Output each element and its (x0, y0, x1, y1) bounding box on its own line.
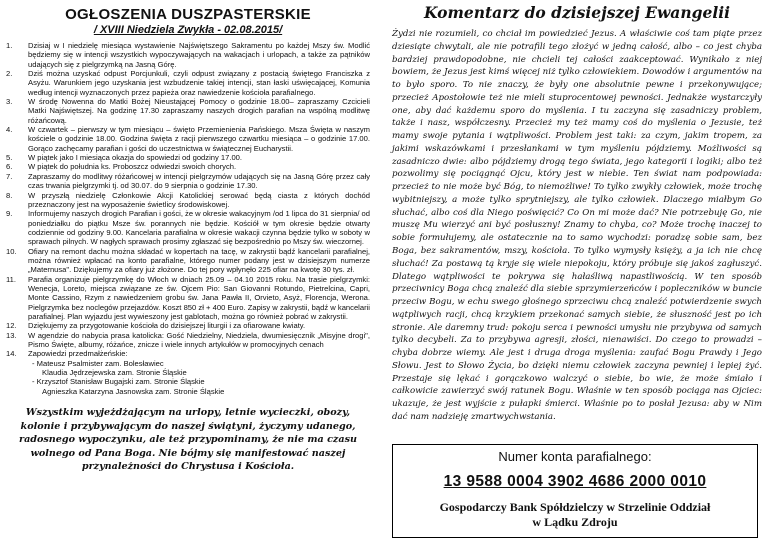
announcements-subtitle: / XVIII Niedziela Zwykła - 02.08.2015/ (93, 24, 283, 36)
list-item (6, 41, 370, 69)
bank-name-line: Gospodarczy Bank Spółdzielczy w Strzelinie Oddział (439, 500, 711, 514)
list-item (6, 162, 370, 171)
list-item (6, 172, 370, 191)
commentary-body: Żydzi nie rozumieli, co chciał im powiedzieć Jezus. A właściwie coś tam piąte przez dziesiąte chwytali, ale nie potrafili tego złożyć w jedną całość, albo – co jest chyba bardziej prawdopodobne, nie chcieli tej całości zaakceptować. Wynikało z niej bowiem, że Jezus jest kimś więcej niż tylko człowiekiem. Dowodów i argumentów na to było sporo. To nie znaczy, że były one absolutnie pewne i przekonywujące; przecież Apostołowie też nie mieli stuprocentowej pewności. Jednakże wystarczyły one, aby dać każdemu sporo do myślenia. I tu zaczyna się zasadniczy problem, także i nasz, współczesny. Przecież my też mamy coś do myślenia o Jezusie, też mamy swoje pytania i wątpliwości. Problem jest taki: za czym, jakim tropem, za jakimi wskazówkami i przesłankami w tym myśleniu pójdziemy. Możliwości są zasadniczo dwie: albo pójdziemy drogą tego świata, jego kategorii i logiki; albo też pozwolimy się pociągnąć Ojcu, który jest w niebie. Ten świat nam podpowiada: przecież to nie może być Bóg, to niemożliwe! To tylko zwykły człowiek, może trochę wybitniejszy, a może tylko sprytniejszy, ale tylko człowiek. Dlaczego miałbym Go słuchać, albo coś dla Niego poświęcić? Co On mi może dać? Nie potrzebuję Go, nie muszę Mu wierzyć ani być posłuszny! Znamy to chyba, co? Może trochę inaczej to sobie formułujemy, ale ostatecznie na to samo wychodzi: poradzę sobie sam, bez Boga, bez sakramentów, mszy, kościoła. To tylko wymysły księży, a ja ich nie chcę słuchać! Za postawą tą kryje się wiele niepokoju, który próbuje się jakoś zagłuszyć. Dlatego wątpliwości te pokrywa się hałaśliwą napastliwością. W ten sposób przeciwnicy Boga chcą znaleźć dla siebie sprzymierzeńców i popleczników w buncie przeciw Bogu, w echu swego głośnego sprzeciwu chcą znaleźć potwierdzenie swych wątpliwych racji, chcą krzykiem przekonać samych siebie, że słuszność jest po ich stronie. Ale daremny trud: pokoju serca i pewności umysłu nie przybywa od samych tylko decybeli. Za to przybywa agresji, złości, nienawiści. Do czego to prowadzi – chyba dobrze wiemy. Ale jest i druga droga myślenia: zaufać Bogu Prawdy i Jego Słowu. Jest to Słowo Życia, bo dzięki niemu człowiek zaczyna pewniej i lepiej żyć. Przestaje się lękać i gorączkowo walczyć o siebie, bo wie, że może śmiało i całkowicie zawierzyć swój ratunek Bogu. Właśnie w ten sposób pociąga nas Ojciec: ukazuje, że jest wyjście z pułapki śmierci. Właśnie po to posłał Jezusa: aby w Nim dać nam nadzieję zmartwychwstania. (392, 29, 762, 422)
item-number: 9. (6, 209, 13, 219)
banns-line: - Mateusz Psalmister zam. Bolesławiec (32, 358, 164, 368)
list-item (6, 153, 370, 162)
item-number: 4. (6, 125, 13, 135)
bank-account-number: 13 9588 0004 3902 4686 2000 0010 (443, 473, 707, 490)
bank-name-line: w Lądku Zdroju (532, 515, 618, 529)
bank-account-label: Numer konta parafialnego: (498, 449, 652, 464)
item-text: Dziękujemy za przygotowanie kościoła do dzisiejszej liturgii i za ofiarowane kwiaty. (28, 321, 306, 331)
list-item (6, 191, 370, 210)
banns-line: Agnieszka Katarzyna Jasnowska zam. Stronie Śląskie (42, 386, 225, 396)
item-number: 13. (6, 330, 17, 340)
banns-line: - Krzysztof Stanisław Bugajski zam. Stronie Śląskie (32, 377, 205, 387)
bank-name (393, 500, 757, 530)
list-item (6, 247, 370, 275)
list-item (6, 97, 370, 125)
item-number: 8. (6, 190, 13, 200)
item-number: 5. (6, 153, 13, 163)
item-number: 7. (6, 171, 13, 181)
item-number: 11. (6, 274, 16, 284)
item-text: W przyszłą niedzielę Członkowie Akcji Katolickiej serować będą ciasta z których dochód przeznaczony jest na wyposażenie świetlicy środowiskowej. (28, 190, 370, 209)
announcements-title: OGŁOSZENIA DUSZPASTERSKIE (65, 6, 311, 23)
bank-account-box (392, 444, 758, 538)
item-number: 2. (6, 69, 13, 79)
item-text: W piątek do południa ks. Proboszcz odwiedzi swoich chorych. (28, 162, 237, 172)
holiday-wishes: Wszystkim wyjeżdżającym na urlopy, letnie wycieczki, obozy, kolonie i przybywającym do naszej świątyni, życzymy udanego, radosnego wypoczynku, ale też przypominamy, że nie ma czasu wolnego od Pana Boga. Nie bójmy się manifestować naszej przynależności do Chrystusa i Kościoła. (19, 407, 357, 473)
item-text: W środę Nowenna do Matki Bożej Nieustającej Pomocy o godzinie 18.00– zapraszamy Czcicieli Matki Najświętszej. Na godzinę 17.30 zapraszamy naszych drogich parafian na wspólną modlitwę różańcową. (28, 97, 370, 125)
list-item (6, 331, 370, 350)
item-number: 3. (6, 97, 13, 107)
announcements-list (6, 41, 370, 396)
item-number: 12. (6, 321, 17, 331)
item-text: Zapraszamy do modlitwy różańcowej w intencji pielgrzymów udających się na Jasną Górę przez cały czas trwania pielgrzymki tj. od 30.07. do 9 sierpnia o godzinie 17.30. (28, 171, 370, 191)
item-text: Dzisiaj w I niedzielę miesiąca wystawienie Najświętszego Sakramentu po każdej Mszy św. Modlić będziemy się w intencji wszystkich wypoczywających na wakacjach i urlopach, a także za pątników udających się z pielgrzymką na Jasną Górę. (28, 41, 370, 69)
list-item (6, 69, 370, 97)
item-text: W czwartek – pierwszy w tym miesiącu – święto Przemienienia Pańskiego. Msza Święta w naszym kościele o godzinie 18.00. Godzina święta z racji pierwszego czwartku miesiąca – o godzinie 17.00. Gorąco zachęcamy parafian i gości do uczestnictwa w świątecznej Eucharystii. (28, 125, 370, 153)
item-text: W agendzie do nabycia prasa katolicka: Gość Niedzielny, Niedziela, dwumiesięcznik „Misyjne drogi", Pismo Święte, albumy, różańce, znicze i wiele innych artykułów w promocyjnych cenach (28, 330, 370, 349)
list-item (6, 349, 370, 396)
commentary-column (392, 4, 762, 424)
item-number: 14. (6, 349, 17, 359)
list-item (6, 209, 370, 246)
item-text: Informujemy naszych drogich Parafian i gości, że w okresie wakacyjnym /od 1 lipca do 31 sierpnia/ od poniedziałku do piątku Msze św. porannych nie będzie. Kościół w tym okresie będzie otwarty codziennie od godziny 9.00. Kancelaria parafialna w okresie wakacji czynna będzie tylko w soboty w sprawach pilnych. W nagłych sprawach prosimy zgłaszać się bezpośrednio po Mszy św. wieczornej. (28, 209, 370, 247)
item-text: Parafia organizuje pielgrzymkę do Włoch w dniach 25.09 – 04.10 2015 roku. Na trasie pielgrzymki: Wenecja, Loreto, miejsca związane ze św. Ojcem Pio: San Giovanni Rotundo, Pietrelcina, Capri, Monte Cassino, Rzym z nawiedzeniem grobu św. Jana Pawła II, Orvieto, Asyż, Florencja, Werona. Pielgrzymka bez noclegów przejazdów. Koszt 850 zł + 400 Euro. Zapisy w zakrystii, bądź w kancelarii parafialnej. Plan wyjazdu jest wywieszony jest gablotach, można go również pobrać w zakrystii. (28, 274, 370, 321)
item-number: 10. (6, 246, 17, 256)
item-text: Zapowiedzi przedmałżeńskie: (28, 349, 128, 359)
list-item (6, 275, 370, 322)
item-text: W piątek jako I miesiąca okazja do spowiedzi od godziny 17.00. (28, 153, 243, 163)
list-item (6, 125, 370, 153)
item-number: 1. (6, 41, 13, 50)
item-text: Dziś można uzyskać odpust Porcjunkuli, czyli odpust związany z postacią świętego Franciszka z Asyżu. Warunkiem jego uzyskania jest wzbudzenie takiej intencji, stan łaski uświęcającej, Komunia według intencji wyznaczonych przez papieża oraz nawiedzenie kościoła parafialnego. (28, 69, 370, 97)
banns-line: Klaudia Jędrzejewska zam. Stronie Śląskie (42, 368, 187, 378)
item-text: Ofiary na remont dachu można składać w kopertach na tacę, w zakrystii bądź kancelarii parafialnej, można również wpłacać na konto parafialne, którego numer podany jest w dzisiejszym numerze „Maternusa". Dziękujemy za ofiary już złożone. Do tej pory wpłynęło 225 ofiar na kwotę 30 tys. zł. (28, 246, 370, 275)
commentary-title: Komentarz do dzisiejszej Ewangelii (424, 3, 730, 22)
announcements-column (6, 6, 370, 474)
list-item (6, 321, 370, 330)
item-number: 6. (6, 162, 13, 172)
